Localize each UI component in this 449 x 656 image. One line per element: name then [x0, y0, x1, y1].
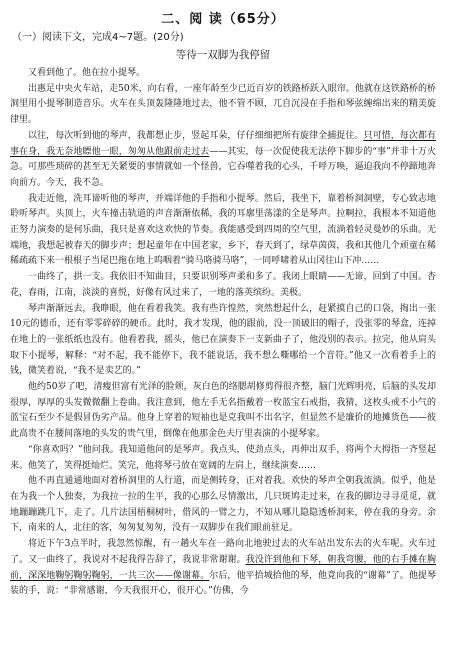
paragraph	[10, 443, 436, 474]
article-title: 等待一双脚为我停留	[175, 49, 271, 61]
paragraph	[10, 82, 436, 129]
question-instruction: （一）阅读下文，完成4~7题。(20分)	[12, 32, 184, 43]
underlined-sentence: 我没许到他和下琴，朝我弯腰，他的右手摊在胸前，深深地鞠躬鞠躬鞠躬，一共三次——像谢幕。	[10, 554, 436, 581]
paragraph-text: 出惠足中央火车站，走50米，向右看，一座年龄至少已近百岁的铁路桥跃入眼帘。他就在这铁路桥的桥洞里用小提琴制造音乐。火车在头顶轰隆隆地过去，他不管不顾，兀自沉浸在手指和琴弦缠绵出来的精美旋律里。	[10, 83, 436, 126]
article-body	[10, 66, 436, 600]
paragraph	[10, 537, 436, 600]
paragraph-text: ——其实，每一次促使我无法停下脚步的“事”并非十万火急。可那些琐碎的甚至无关紧要的事情就如一个怪兽，它吞噬着我的心头，千呼万唤，逼迫我向不停蹄地奔向前方。今天，我不急。	[10, 146, 436, 188]
paragraph	[10, 474, 436, 537]
paragraph-text: 琴声渐渐远去，我睁眼，他在看着我笑。我有些许惶然，突然想起什么，赶紧摸自己的口袋，掏出一张10元的德币，还有零零碎碎的硬币。此时，我才发现，他的跟前，没一顶破旧的帽子，没张零的琴盒，连掉在地上的一张纸纸也没有。他看着我，摇头，他已在演奏下一支新曲子了，他没别的表示。拉完，他从肩头取下小提琴，解释：“对不起，我不能停下，我不能说话，我不想么嘶哪给一个音符。”他又一次看着手上的钱，微笑着说，“我不是卖艺的。”	[10, 303, 436, 377]
paragraph	[10, 302, 436, 381]
underlined-sentence: 只可惜，每次都有事在身，我无奈地瞟他一眼，匆匆从他跟前走过去	[10, 130, 436, 157]
paragraph	[10, 192, 436, 271]
paragraph	[10, 270, 436, 301]
paragraph	[10, 66, 436, 82]
paragraph-text: 一曲终了，拱一支。我依旧不知曲目，只要识别琴声柔和多了。我闭上眼睛——无谛，回到了中国。杏花，春雨，江南，淡淡的喜悦，好像有风过来了，一地的落英缤纷。美极。	[10, 272, 436, 298]
paragraph	[10, 380, 436, 443]
paragraph-text: 以往，每次听到他的琴声，我都想止步，竖起耳朵，仔仔细细把所有旋律全捕捉住。	[28, 130, 364, 141]
paragraph-text: 将近下午3点半时，我忽然惊醒，有一趟火车在一路向北地驶过去的火车站出发东去的火车呢。火车过了。又一曲终了，我说对不起我得告辞了，我说非常谢谢。	[10, 539, 436, 565]
section-title: 二、阅 读（65分）	[161, 12, 285, 27]
paragraph-text: 我走近他，洗耳谛听他的琴声，并端详他的手指和小提琴。然后，我坐下，靠着桥洞洞壁，专心致志地聆听琴声。头顶上，火车撞击轨道的声音渐渐依稀，我的耳廓里荡漾的全是琴声。拉啊拉，我根本不知道他正努力演奏的是何乐曲，我只是喜欢这欢快的节奏。我能感受到四周的空气里，流淌着轻灵曼妙的乐曲。无端地，我想起被春天的脚步声；想起童年在中国老家，乡下，春天到了，绿草茵茵，我和其他几个顽童在稀稀疏疏下来一根根子当尾巴拖在地上呜咽着“骑马咯骑马咯”，一同呼啸着从山冈往山下冲……	[10, 193, 436, 267]
paragraph-text: 他约50岁了吧，清瘦但富有光泽的脸颊，灰白色的络腮胡修剪得很齐整，脑门光辉明亮，后脑的头发却很厚，厚厚的头发微微翻上卷曲。我注意到，他左手无名指戴着一枚蓝宝石戒指，我猜，这枚头戒不小气的蓝宝石至少不是假冒伪劣产品。他身上穿着的短袖也是克我叫不出名字，但显然不是廉价的地摊货色——彼此高贵不在腰间落地的头发的贵气里，倒像在他那金色夫厅里表演的小提琴家。	[10, 382, 436, 440]
paragraph-text: 尔后，他平拾城拾他的琴，他竟向我的“谢幕”了。他提琴装的手，说：“非常感谢，今天我很开心，很开心。”仿佛，今	[10, 570, 436, 597]
paragraph-text: 他不再直通通地面对着桥洞里的人行道，而是侧转身，正对着我。欢快的琴声全朝我流淌。似乎，他是在为我一个人独奏，为我拉一拉的生平，我的心那么尽情激出，几只斑鸠走过来，在我的脚边寻寻觅觅，就地蹦蹦跳几下，走了。几片法国梧桐树叶，借风的一臂之力，不知从哪儿隐隐透桥洞来，停在我的身旁。余下，南来的人，北往的客，匆匆复匆匆，没有一双脚步在我们眼前驻足。	[10, 476, 436, 534]
paragraph-text: “你喜欢吗？”他问我。我知道他问的是琴声。我点头，使劲点头，再伸出双手，将两个大拇指一齐竖起来。他笑了，笑得挺灿烂。笑完，他将琴弓放在宽阔的左肩上，继续演奏……	[10, 444, 436, 471]
paragraph	[10, 129, 436, 192]
paragraph-text: 又看到他了。他在拉小提琴。	[28, 68, 146, 78]
